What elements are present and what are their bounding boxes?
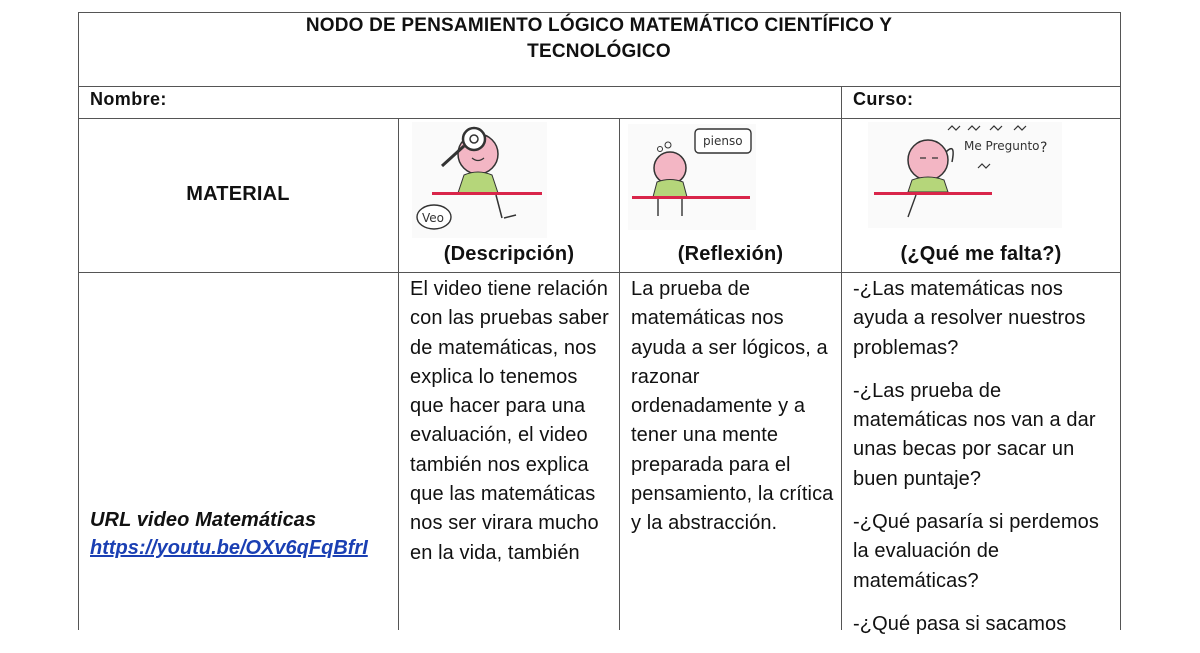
veo-illustration-icon <box>412 122 547 238</box>
column-heading-descripcion: (Descripción) <box>443 243 575 265</box>
url-title: URL video Matemáticas <box>90 509 317 531</box>
me-pregunto-illustration-icon <box>868 122 1062 228</box>
svg-text:?: ? <box>1040 140 1048 156</box>
curso-divider <box>841 86 842 630</box>
column-heading-que-me-falta: (¿Qué me falta?) <box>900 243 1062 265</box>
descripcion-text: El video tiene relación con las pruebas saber de matemáticas, nos explica lo tenemos que hacer para una evaluación, el video también nos explica que las matemáticas nos ser virara mucho en la vida, también <box>410 278 609 564</box>
pregunta-item: -¿Las prueba de matemáticas nos van a dar unas becas por sacar un buen puntaje? <box>853 379 1096 490</box>
veo-bubble-text: Veo <box>422 211 445 225</box>
pienso-illustration-icon <box>628 124 756 230</box>
reflexion-text: La prueba de matemáticas nos ayuda a ser lógicos, a razonar ordenadamente y a tener una mente preparada para el pensamiento, la crítica y la abstracción. <box>631 278 834 535</box>
nombre-label: Nombre: <box>90 89 167 109</box>
name-row-divider <box>78 118 1121 119</box>
pregunta-item: -¿Las matemáticas nos ayuda a resolver nuestros problemas? <box>853 278 1086 359</box>
title-line-2: TECNOLÓGICO <box>527 41 671 62</box>
column-divider-2 <box>619 118 620 630</box>
pregunta-item: -¿Qué pasaría si perdemos la evaluación de matemáticas? <box>853 511 1099 592</box>
title-line-1: NODO DE PENSAMIENTO LÓGICO MATEMÁTICO CIENTÍFICO Y <box>305 15 893 36</box>
table-border-left <box>78 12 79 630</box>
preguntas-list <box>853 275 1115 653</box>
material-label: MATERIAL <box>186 183 290 205</box>
table-border-right <box>1120 12 1121 630</box>
document-title <box>78 12 1120 86</box>
header-row-divider <box>78 272 1121 273</box>
curso-label: Curso: <box>853 89 914 109</box>
me-pregunto-bubble-text: Me Pregunto <box>964 139 1040 153</box>
column-heading-reflexion: (Reflexión) <box>677 243 784 265</box>
column-divider-1 <box>398 118 399 630</box>
video-url-link[interactable]: https://youtu.be/OXv6qFqBfrI <box>90 537 368 559</box>
pienso-bubble-text: pienso <box>703 134 743 148</box>
title-divider <box>78 86 1121 87</box>
pregunta-item: -¿Qué pasa si sacamos <box>853 612 1067 635</box>
